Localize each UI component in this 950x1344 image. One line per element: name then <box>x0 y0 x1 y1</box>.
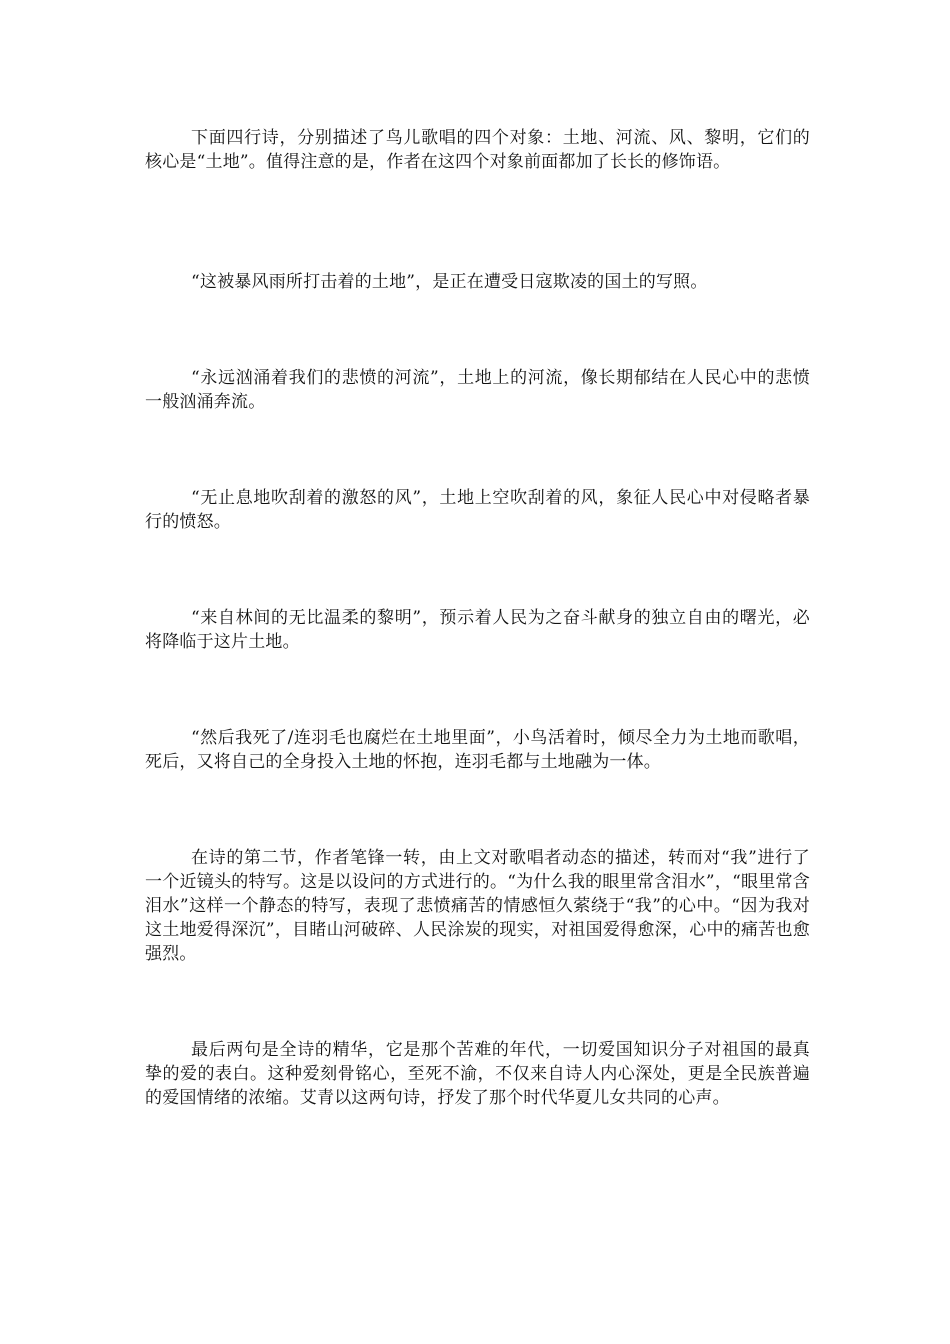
paragraph-intro: 下面四行诗，分别描述了鸟儿歌唱的四个对象：土地、河流、风、黎明，它们的核心是“土地”。值得注意的是，作者在这四个对象前面都加了长长的修饰语。 <box>145 128 810 172</box>
paragraph-dawn: “来自林间的无比温柔的黎明”，预示着人民为之奋斗献身的独立自由的曙光，必将降临于这片土地。 <box>145 608 810 652</box>
paragraph-second-stanza: 在诗的第二节，作者笔锋一转，由上文对歌唱者动态的描述，转而对“我”进行了一个近镜头的特写。这是以设问的方式进行的。“为什么我的眼里常含泪水”，“眼里常含泪水”这样一个静态的特写，表现了悲愤痛苦的情感恒久萦绕于“我”的心中。“因为我对这土地爱得深沉”，目睹山河破碎、人民涂炭的现实，对祖国爱得愈深，心中的痛苦也愈强烈。 <box>145 848 810 964</box>
paragraph-wind: “无止息地吹刮着的激怒的风”，土地上空吹刮着的风，象征人民心中对侵略者暴行的愤怒。 <box>145 488 810 532</box>
paragraph-conclusion: 最后两句是全诗的精华，它是那个苦难的年代，一切爱国知识分子对祖国的最真挚的爱的表白。这种爱刻骨铭心，至死不渝，不仅来自诗人内心深处，更是全民族普遍的爱国情绪的浓缩。艾青以这两句诗，抒发了那个时代华夏儿女共同的心声。 <box>145 1040 810 1108</box>
paragraph-death: “然后我死了/连羽毛也腐烂在土地里面”，小鸟活着时，倾尽全力为土地而歌唱，死后，又将自己的全身投入土地的怀抱，连羽毛都与土地融为一体。 <box>145 728 810 772</box>
paragraph-land: “这被暴风雨所打击着的土地”，是正在遭受日寇欺凌的国土的写照。 <box>191 272 708 292</box>
paragraph-river: “永远汹涌着我们的悲愤的河流”，土地上的河流，像长期郁结在人民心中的悲愤一般汹涌奔流。 <box>145 368 810 412</box>
